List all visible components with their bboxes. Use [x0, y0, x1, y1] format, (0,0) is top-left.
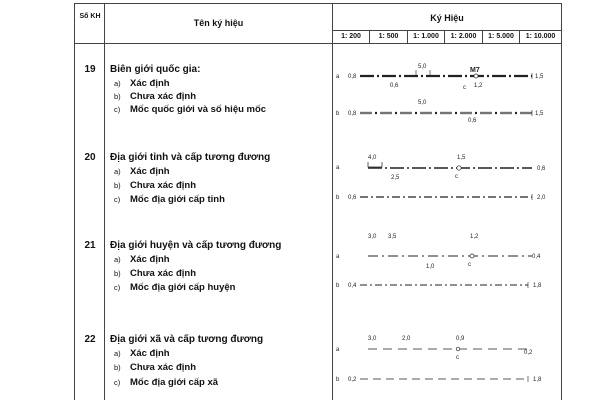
item-letter: c): [114, 105, 121, 114]
province-marker: [457, 166, 461, 170]
scale-500: 1: 500: [378, 33, 399, 40]
row-20-title: Địa giới tỉnh và cấp tương đương: [110, 152, 271, 163]
row-22-item-c: [114, 377, 218, 388]
item-letter: a): [114, 167, 121, 176]
sym-dim: 1,0: [426, 264, 435, 270]
scale-5000: 1: 5.000: [488, 33, 514, 40]
item-text: Xác định: [130, 348, 170, 359]
item-text: Xác định: [130, 254, 170, 265]
item-letter: b): [114, 269, 121, 278]
sym-dim: 1,2: [470, 234, 479, 240]
row-21-item-c: [114, 282, 235, 293]
row-20-item-b: [114, 180, 196, 191]
row-21-item-b: [114, 268, 196, 279]
row-19-item-a: [114, 78, 170, 89]
sym-marker-code: M7: [470, 67, 480, 74]
table-left-border: [74, 3, 75, 400]
row-19-symbol: [332, 58, 562, 128]
sym-dim: c: [468, 262, 471, 268]
item-letter: b): [114, 363, 121, 372]
dim-bracket: [368, 162, 382, 167]
row-20-symbol: [332, 148, 562, 208]
sym-label-b: b: [336, 377, 340, 383]
district-marker: [470, 254, 474, 258]
sym-dim: 5,0: [418, 64, 427, 70]
scale-2000: 1: 2.000: [450, 33, 477, 40]
table-top-border: [74, 3, 562, 4]
boundary-marker: [474, 74, 478, 78]
sym-dim: 4,0: [368, 155, 377, 161]
row-21-title: Địa giới huyện và cấp tương đương: [110, 240, 282, 251]
scale-1000: 1: 1.000: [413, 33, 439, 40]
header-num: Số KH: [79, 13, 101, 20]
sym-dim: c: [456, 355, 459, 361]
commune-marker: [456, 347, 460, 351]
sym-dim: 1,5: [535, 74, 544, 80]
row-19-item-b: [114, 91, 196, 102]
sym-dim: 5,0: [418, 100, 427, 106]
sym-dim: 2,0: [402, 336, 411, 342]
item-letter: b): [114, 92, 121, 101]
col-divider-num: [104, 3, 105, 400]
row-20-number: 20: [84, 152, 96, 163]
row-20-item-c: [114, 194, 225, 205]
sym-dim: 1,2: [474, 83, 483, 89]
item-text: Chưa xác định: [130, 91, 197, 102]
row-21-number: 21: [84, 240, 96, 251]
sym-dim: 0,6: [468, 118, 477, 124]
sym-label-b: b: [336, 283, 340, 289]
item-letter: a): [114, 79, 121, 88]
row-21-item-a: [114, 254, 170, 265]
sym-label-b: b: [336, 111, 340, 117]
sym-dim: 0,2: [524, 350, 533, 356]
item-letter: c): [114, 195, 121, 204]
row-21-symbol: [332, 228, 562, 292]
scale-10000: 1: 10.000: [525, 33, 556, 40]
item-text: Mốc địa giới cấp tỉnh: [130, 194, 225, 205]
item-text: Chưa xác định: [130, 180, 197, 191]
sym-dim: 0,6: [390, 83, 399, 89]
sym-dim: 1,8: [533, 377, 542, 383]
item-text: Chưa xác định: [130, 362, 197, 373]
item-text: Mốc địa giới cấp xã: [130, 377, 219, 388]
sym-label-a: a: [336, 254, 340, 260]
item-text: Chưa xác định: [130, 268, 197, 279]
row-19-number: 19: [84, 64, 96, 75]
sym-label-a: a: [336, 165, 340, 171]
sym-dim: c: [455, 174, 458, 180]
sym-dim: 0,6: [537, 166, 546, 172]
item-text: Xác định: [130, 78, 170, 89]
sym-dim: 1,5: [535, 111, 544, 117]
sym-dim: c: [463, 85, 466, 91]
sym-dim: 0,8: [348, 111, 357, 117]
header-symbol: Ký Hiệu: [430, 13, 464, 23]
item-letter: b): [114, 181, 121, 190]
sym-label-b: b: [336, 195, 340, 201]
sym-dim: 2,5: [391, 175, 400, 181]
sym-dim: 0,8: [348, 74, 357, 80]
sym-dim: 0,2: [348, 377, 357, 383]
sym-dim: 0,4: [348, 283, 357, 289]
sym-dim: 3,0: [368, 336, 377, 342]
sym-dim: 3,0: [368, 234, 377, 240]
row-22-symbol: [332, 330, 562, 394]
sym-dim: 3,5: [388, 234, 397, 240]
sym-dim: 2,0: [537, 195, 546, 201]
item-text: Mốc địa giới cấp huyện: [130, 282, 236, 293]
row-22-title: Địa giới xã và cấp tương đương: [110, 334, 264, 345]
row-22-number: 22: [84, 334, 96, 345]
sym-dim: 1,8: [533, 283, 542, 289]
item-letter: c): [114, 378, 121, 387]
header-bottom-border: [74, 43, 562, 44]
row-19-item-c: [114, 104, 266, 115]
row-22-item-b: [114, 362, 196, 373]
sym-dim: 0,9: [456, 336, 465, 342]
item-text: Mốc quốc giới và số hiệu mốc: [130, 104, 267, 115]
sym-dim: 1,5: [457, 155, 466, 161]
scale-200: 1: 200: [341, 33, 361, 40]
item-letter: a): [114, 349, 121, 358]
header-name: Tên ký hiệu: [193, 18, 244, 28]
item-text: Xác định: [130, 166, 170, 177]
sym-label-a: a: [336, 74, 340, 80]
sym-dim: 0,6: [348, 195, 357, 201]
item-letter: c): [114, 283, 121, 292]
row-19-title: Biên giới quốc gia:: [110, 64, 201, 75]
item-letter: a): [114, 255, 121, 264]
sym-dim: 0,4: [532, 254, 541, 260]
sym-label-a: a: [336, 347, 340, 353]
row-20-item-a: [114, 166, 170, 177]
row-22-item-a: [114, 348, 170, 359]
